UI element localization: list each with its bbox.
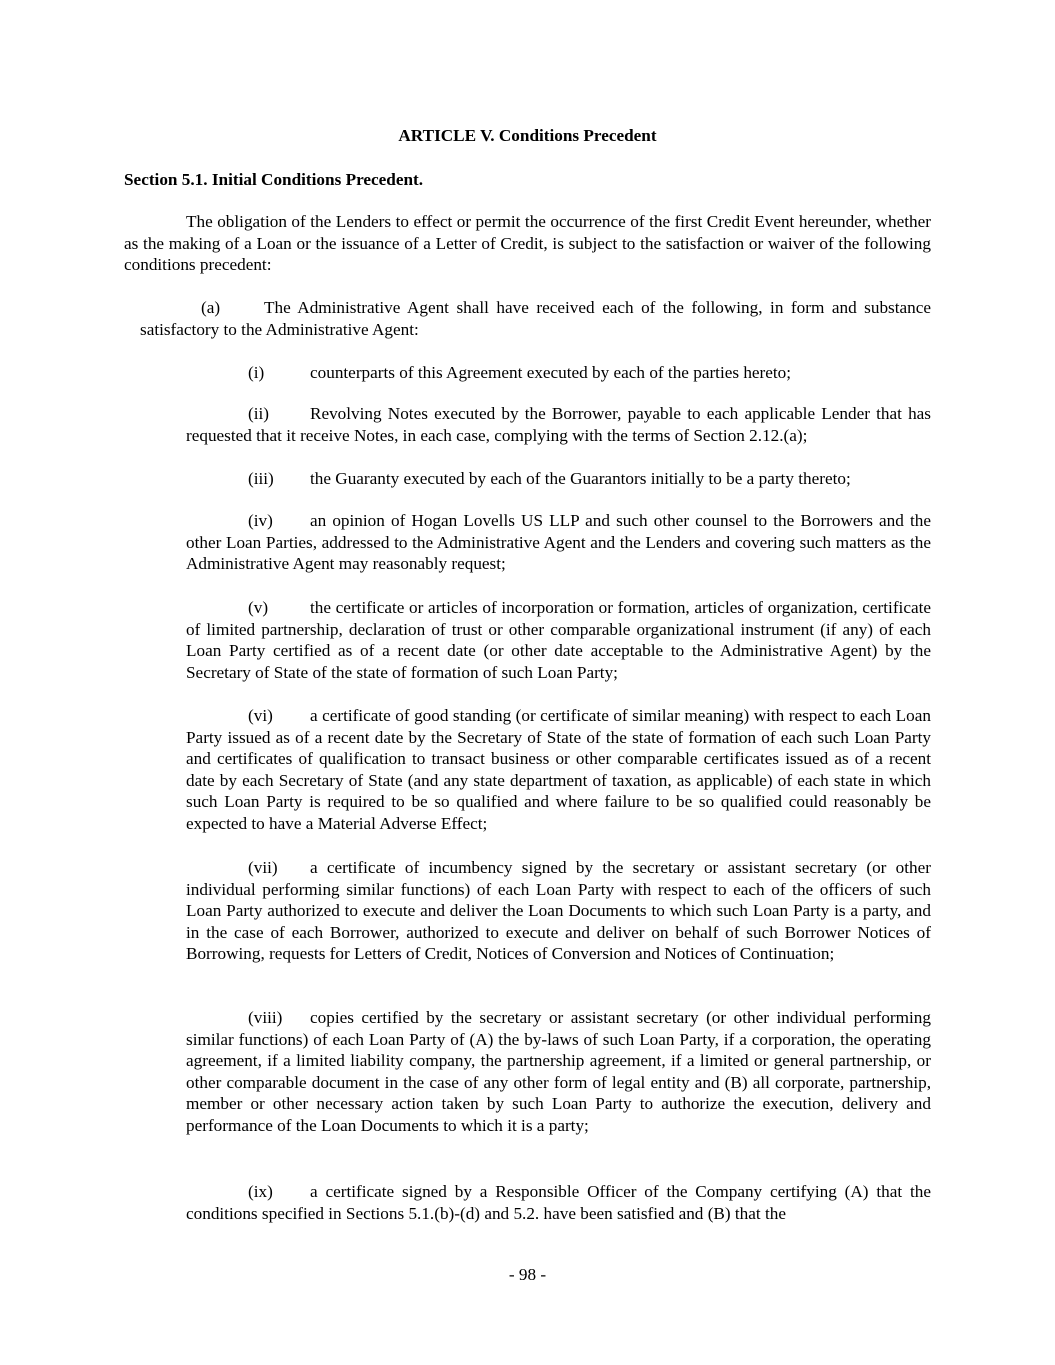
list-item-text: Revolving Notes executed by the Borrower, payable to each applicable Lender that has requested that it receive Notes, in each case, complying with the terms of Section 2.12.(a); xyxy=(186,404,931,445)
page-number: - 98 - xyxy=(508,1265,547,1284)
list-item xyxy=(186,468,931,490)
list-item xyxy=(186,362,931,384)
list-item-text: copies certified by the secretary or assistant secretary (or other individual performing similar functions) of each Loan Party of (A) the by-laws of such Loan Party, if a corporation, the operating agreement, if a limited liability company, the partnership agreement, if a limited or general partnership, or other comparable document in the case of any other form of legal entity and (B) all corporate, partnership, member or other necessary action taken by such Loan Party to authorize the execution, delivery and performance of the Loan Documents to which it is a party; xyxy=(186,1008,931,1135)
paragraph-a xyxy=(140,297,931,340)
section-title: Section 5.1. Initial Conditions Precedent. xyxy=(124,170,424,189)
paragraph-a-text: The Administrative Agent shall have received each of the following, in form and substance satisfactory to the Administrative Agent: xyxy=(140,298,931,339)
list-item xyxy=(186,403,931,446)
intro-paragraph: The obligation of the Lenders to effect or permit the occurrence of the first Credit Event hereunder, whether as the making of a Loan or the issuance of a Letter of Credit, is subject to the satisfaction or waiver of the following conditions precedent: xyxy=(124,212,931,275)
list-item-marker: (ix) xyxy=(248,1182,273,1201)
list-item xyxy=(186,857,931,965)
list-item xyxy=(186,597,931,683)
list-item-marker: (ii) xyxy=(248,404,269,423)
list-item-marker: (i) xyxy=(248,363,265,382)
list-item-text: a certificate of incumbency signed by the secretary or assistant secretary (or other individual performing similar functions) of each Loan Party with respect to each of the officers of such Loan Party authorized to execute and deliver the Loan Documents to which such Loan Party is a party, and in the case of each Borrower, authorized to execute and deliver on behalf of such Borrower Notices of Borrowing, requests for Letters of Credit, Notices of Conversion and Notices of Continuation; xyxy=(186,858,931,964)
list-item xyxy=(186,510,931,575)
list-item xyxy=(186,1007,931,1137)
article-title: ARTICLE V. Conditions Precedent xyxy=(398,126,657,145)
list-item-marker: (vi) xyxy=(248,706,273,725)
list-item-text: the certificate or articles of incorporation or formation, articles of organization, certificate of limited partnership, declaration of trust or other comparable organizational instrument (if any) of each Loan Party certified as of a recent date (or other date acceptable to the Administrative Agent) by the Secretary of State of the state of formation of such Loan Party; xyxy=(186,598,931,682)
paragraph-a-marker: (a) xyxy=(201,298,221,317)
list-item-marker: (v) xyxy=(248,598,269,617)
list-item xyxy=(186,1181,931,1224)
list-item-marker: (iv) xyxy=(248,511,273,530)
list-item-marker: (vii) xyxy=(248,858,278,877)
list-item-text: a certificate of good standing (or certificate of similar meaning) with respect to each Loan Party issued as of a recent date by the Secretary of State of the state of formation of each such Loan Party and certificates of qualification to transact business or other comparable certificates issued as of a recent date by each Secretary of State (and any state department of taxation, as applicable) of each state in which such Loan Party is required to be so qualified and where failure to be so qualified could reasonably be expected to have a Material Adverse Effect; xyxy=(186,706,931,833)
list-item-text: counterparts of this Agreement executed by each of the parties hereto; xyxy=(310,363,792,382)
list-item-text: the Guaranty executed by each of the Guarantors initially to be a party thereto; xyxy=(310,469,851,488)
list-item xyxy=(186,705,931,835)
list-item-text: a certificate signed by a Responsible Officer of the Company certifying (A) that the conditions specified in Sections 5.1.(b)-(d) and 5.2. have been satisfied and (B) that the xyxy=(186,1182,931,1223)
list-item-marker: (iii) xyxy=(248,469,274,488)
list-item-text: an opinion of Hogan Lovells US LLP and such other counsel to the Borrowers and the other Loan Parties, addressed to the Administrative Agent and the Lenders and covering such matters as the Administrative Agent may reasonably request; xyxy=(186,511,931,574)
list-item-marker: (viii) xyxy=(248,1008,283,1027)
